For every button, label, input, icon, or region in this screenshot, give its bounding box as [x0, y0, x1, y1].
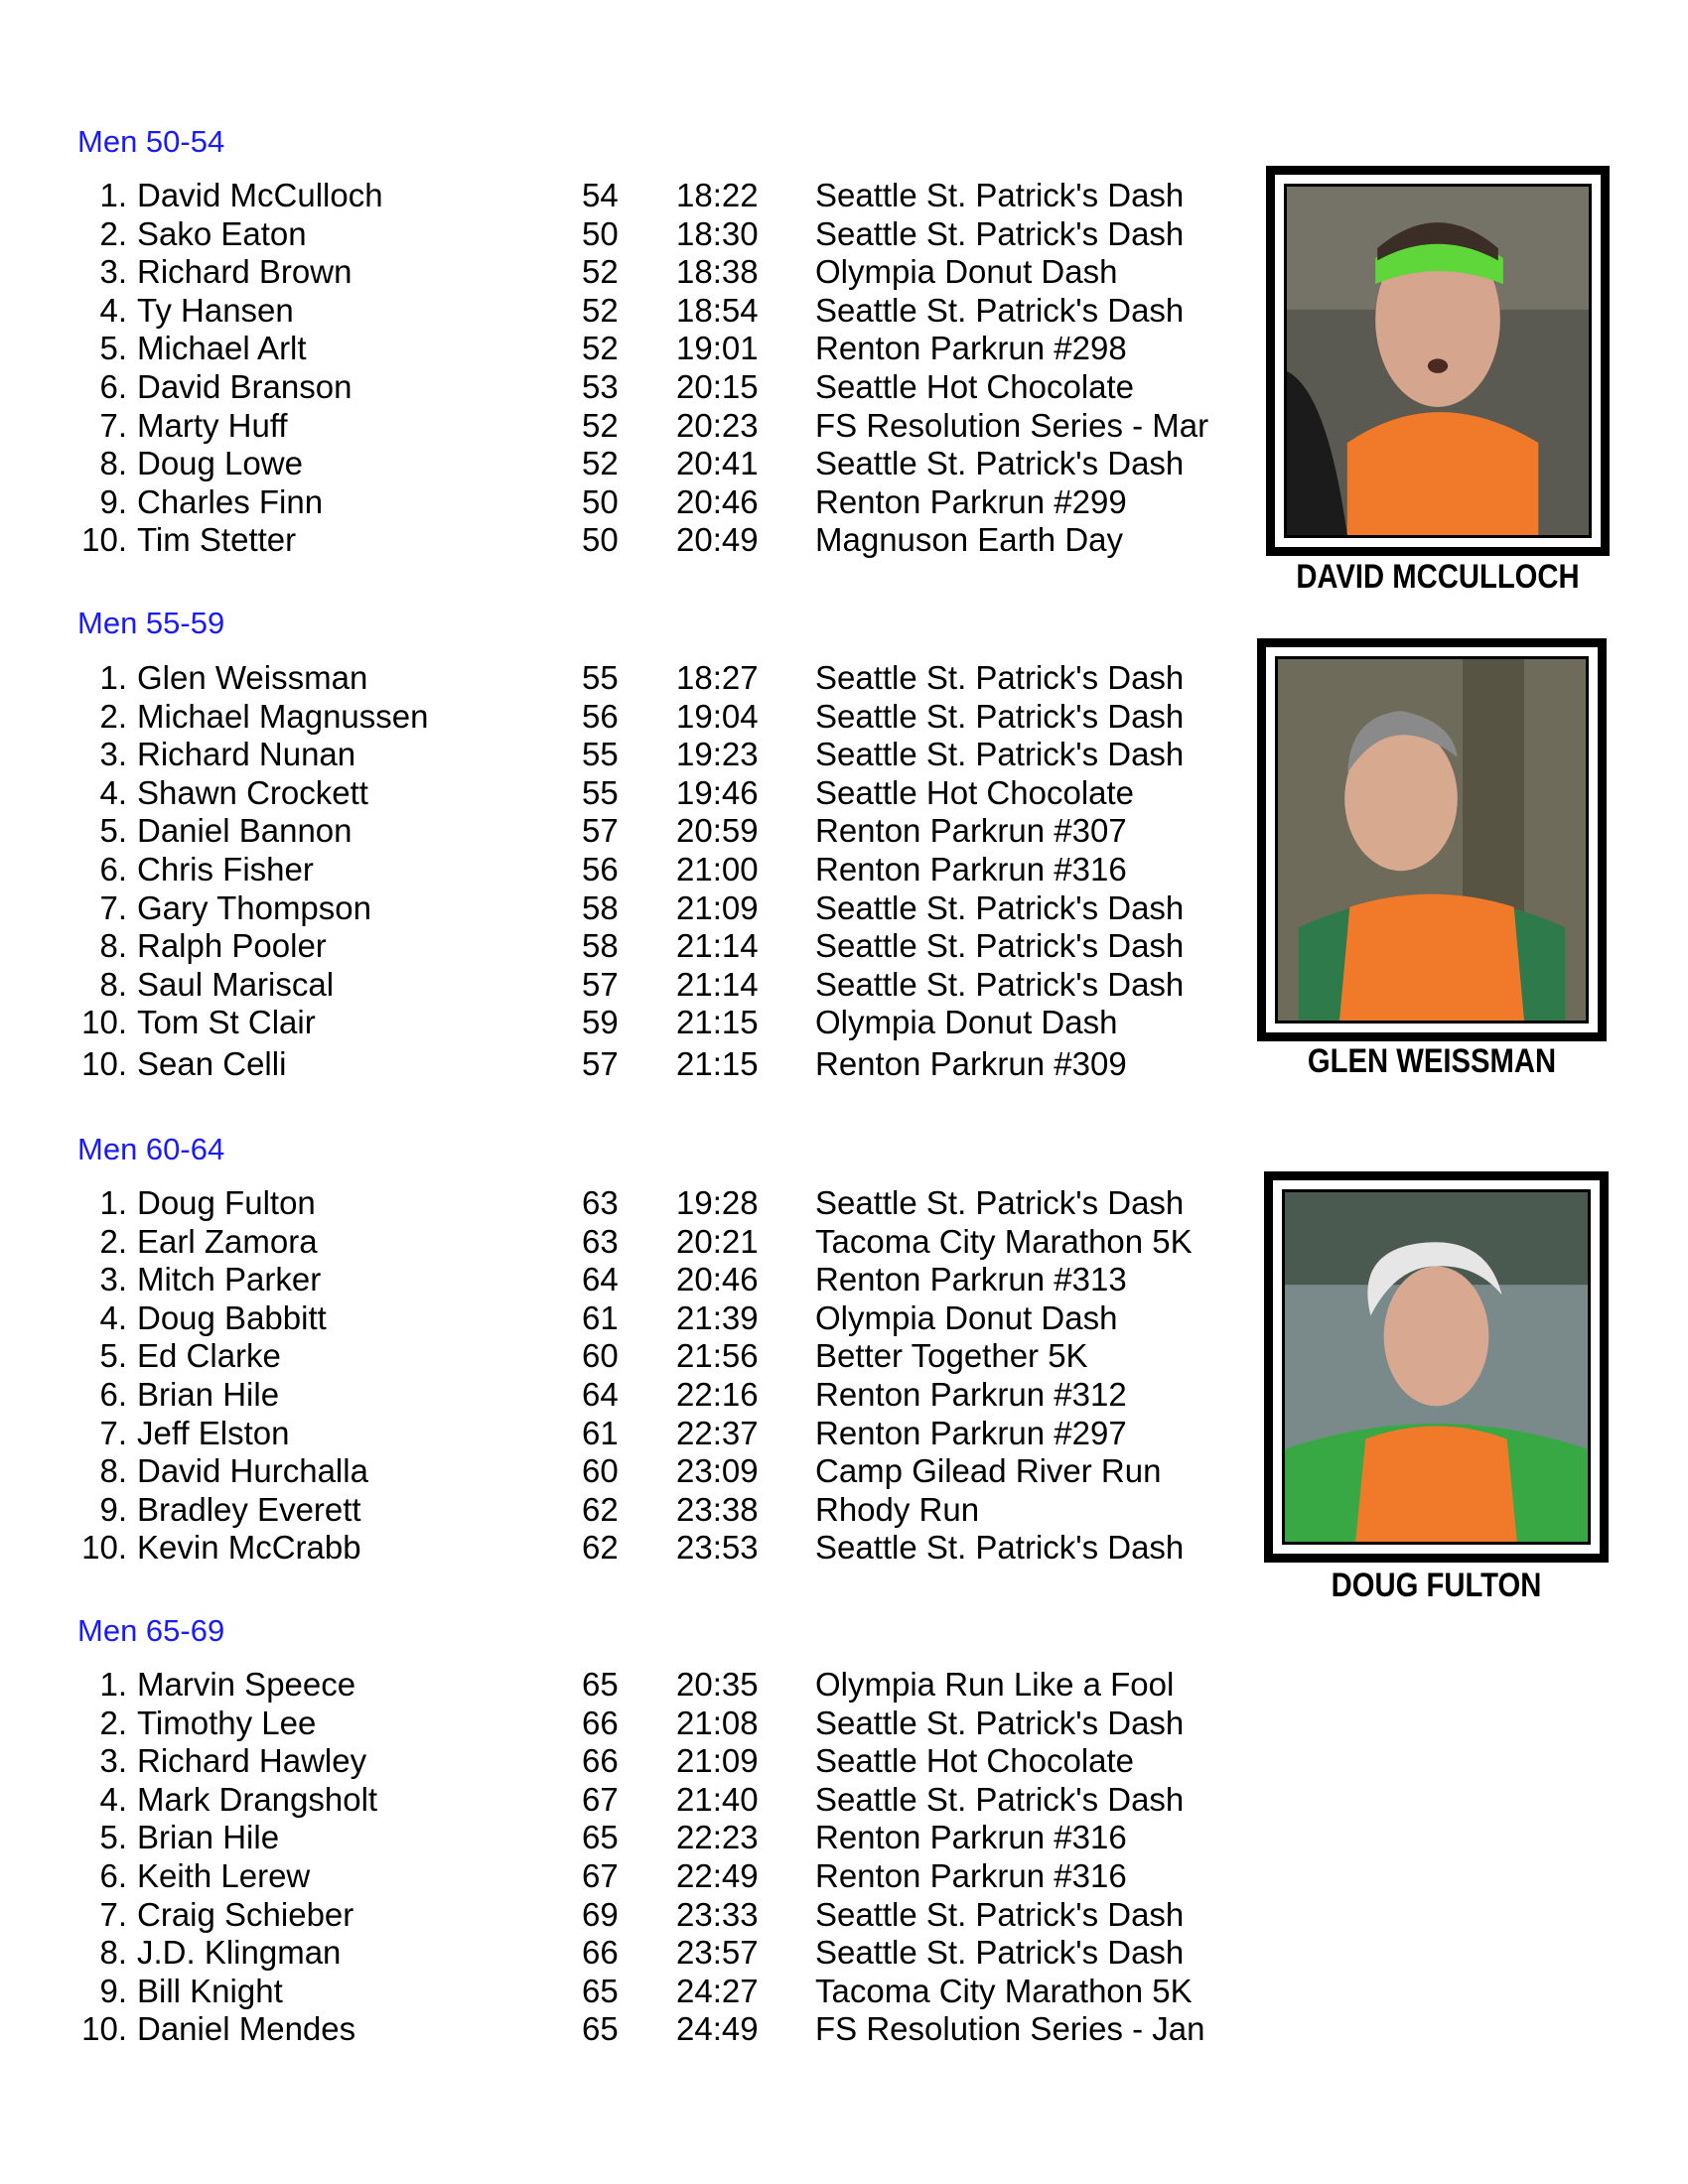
table-row [77, 215, 1219, 255]
photo-image [1282, 1189, 1591, 1545]
cell-rank: 9. [99, 1972, 127, 2009]
table-row [77, 1666, 1219, 1706]
cell-age: 60 [582, 1337, 619, 1375]
cell-age: 65 [582, 2010, 619, 2048]
cell-race: Tacoma City Marathon 5K [815, 1972, 1193, 2009]
cell-race: Renton Parkrun #309 [815, 1045, 1127, 1082]
cell-race: FS Resolution Series - Jan [815, 2010, 1205, 2048]
cell-age: 62 [582, 1529, 619, 1567]
cell-time: 19:23 [676, 736, 759, 773]
cell-time: 18:54 [676, 291, 759, 329]
cell-rank: 10. [81, 1529, 127, 1567]
cell-time: 18:22 [676, 177, 759, 213]
runner-photo [1264, 1171, 1609, 1563]
cell-age: 57 [582, 1045, 619, 1082]
cell-race: Seattle St. Patrick's Dash [815, 659, 1185, 696]
cell-name: Ty Hansen [137, 291, 294, 329]
cell-race: Olympia Donut Dash [815, 253, 1118, 291]
photo-image [1284, 184, 1592, 538]
section-title: Men 65-69 [77, 1613, 225, 1648]
cell-rank: 8. [99, 1934, 127, 1972]
cell-age: 64 [582, 1261, 619, 1298]
cell-time: 24:49 [676, 2010, 759, 2048]
cell-age: 55 [582, 773, 619, 811]
cell-age: 65 [582, 1819, 619, 1856]
table-row [77, 1415, 1219, 1454]
cell-race: Seattle St. Patrick's Dash [815, 1704, 1185, 1741]
table-row [77, 1004, 1219, 1043]
cell-time: 21:15 [676, 1004, 759, 1041]
cell-age: 52 [582, 291, 619, 329]
cell-rank: 9. [99, 1490, 127, 1528]
cell-name: Doug Babbitt [137, 1298, 327, 1336]
cell-race: Seattle Hot Chocolate [815, 773, 1135, 811]
table-row [77, 851, 1219, 890]
cell-rank: 4. [99, 773, 127, 811]
cell-time: 20:46 [676, 482, 759, 520]
cell-race: Seattle St. Patrick's Dash [815, 177, 1185, 213]
table-row [77, 330, 1219, 369]
cell-race: Renton Parkrun #316 [815, 1819, 1127, 1856]
cell-name: Sean Celli [137, 1045, 287, 1082]
cell-age: 67 [582, 1780, 619, 1818]
table-row [77, 368, 1219, 408]
cell-age: 69 [582, 1895, 619, 1933]
cell-age: 56 [582, 697, 619, 735]
cell-age: 62 [582, 1490, 619, 1528]
cell-age: 66 [582, 1934, 619, 1972]
cell-race: Renton Parkrun #313 [815, 1261, 1127, 1298]
table-row [77, 1452, 1219, 1492]
cell-race: Tacoma City Marathon 5K [815, 1222, 1193, 1260]
cell-rank: 10. [81, 1045, 127, 1082]
cell-name: Charles Finn [137, 482, 324, 520]
cell-race: Olympia Donut Dash [815, 1298, 1118, 1336]
cell-age: 66 [582, 1742, 619, 1780]
cell-rank: 2. [99, 1222, 127, 1260]
cell-race: Seattle St. Patrick's Dash [815, 445, 1185, 482]
table-row [77, 1896, 1219, 1936]
cell-time: 20:21 [676, 1222, 759, 1260]
cell-age: 53 [582, 368, 619, 405]
cell-age: 64 [582, 1376, 619, 1413]
cell-rank: 9. [99, 482, 127, 520]
cell-rank: 8. [99, 965, 127, 1003]
table-row [77, 1045, 1219, 1085]
cell-age: 52 [582, 330, 619, 367]
cell-rank: 5. [99, 812, 127, 850]
cell-rank: 1. [99, 659, 127, 696]
cell-time: 21:14 [676, 927, 759, 965]
cell-race: Seattle St. Patrick's Dash [815, 1934, 1185, 1972]
cell-time: 21:09 [676, 1742, 759, 1780]
cell-age: 50 [582, 214, 619, 252]
cell-time: 19:46 [676, 773, 759, 811]
cell-rank: 10. [81, 521, 127, 559]
table-row [77, 253, 1219, 293]
cell-name: Richard Brown [137, 253, 352, 291]
cell-time: 21:15 [676, 1045, 759, 1082]
cell-age: 58 [582, 927, 619, 965]
table-row [77, 1973, 1219, 2012]
cell-rank: 3. [99, 736, 127, 773]
cell-name: Marty Huff [137, 406, 288, 444]
cell-name: Timothy Lee [137, 1704, 317, 1741]
cell-rank: 10. [81, 1004, 127, 1041]
cell-time: 20:35 [676, 1666, 759, 1703]
cell-race: Seattle Hot Chocolate [815, 368, 1135, 405]
cell-rank: 8. [99, 445, 127, 482]
cell-age: 58 [582, 888, 619, 926]
cell-race: Seattle St. Patrick's Dash [815, 1780, 1185, 1818]
section-title: Men 60-64 [77, 1132, 225, 1166]
cell-name: Craig Schieber [137, 1895, 354, 1933]
cell-name: Daniel Bannon [137, 812, 352, 850]
cell-name: Chris Fisher [137, 851, 314, 887]
table-row [77, 177, 1219, 216]
cell-rank: 2. [99, 1704, 127, 1741]
cell-time: 22:37 [676, 1414, 759, 1451]
cell-age: 63 [582, 1184, 619, 1221]
cell-age: 61 [582, 1414, 619, 1451]
cell-race: Seattle St. Patrick's Dash [815, 1184, 1185, 1221]
cell-rank: 7. [99, 406, 127, 444]
table-row [77, 1742, 1219, 1782]
cell-time: 23:38 [676, 1490, 759, 1528]
cell-name: David Hurchalla [137, 1452, 368, 1490]
cell-age: 55 [582, 736, 619, 773]
cell-name: Bradley Everett [137, 1490, 361, 1528]
cell-time: 23:53 [676, 1529, 759, 1567]
cell-rank: 6. [99, 1857, 127, 1894]
table-row [77, 1934, 1219, 1974]
table-row [77, 1184, 1219, 1224]
cell-rank: 5. [99, 1819, 127, 1856]
cell-rank: 6. [99, 851, 127, 887]
table-row [77, 1261, 1219, 1300]
cell-rank: 2. [99, 214, 127, 252]
cell-time: 20:15 [676, 368, 759, 405]
cell-rank: 3. [99, 1261, 127, 1298]
cell-name: Shawn Crockett [137, 773, 368, 811]
cell-age: 60 [582, 1452, 619, 1490]
table-row [77, 1223, 1219, 1263]
cell-time: 23:09 [676, 1452, 759, 1490]
cell-name: Doug Lowe [137, 445, 303, 482]
cell-name: David Branson [137, 368, 352, 405]
cell-name: Brian Hile [137, 1819, 280, 1856]
cell-name: Brian Hile [137, 1376, 280, 1413]
table-row [77, 774, 1219, 814]
cell-race: Rhody Run [815, 1490, 980, 1528]
table-row [77, 521, 1219, 561]
cell-name: Kevin McCrabb [137, 1529, 361, 1567]
cell-time: 21:39 [676, 1298, 759, 1336]
cell-name: J.D. Klingman [137, 1934, 342, 1972]
cell-race: Seattle St. Patrick's Dash [815, 1895, 1185, 1933]
cell-rank: 1. [99, 1184, 127, 1221]
cell-rank: 3. [99, 1742, 127, 1780]
table-row [77, 1337, 1219, 1377]
cell-time: 18:38 [676, 253, 759, 291]
cell-age: 56 [582, 851, 619, 887]
table-row [77, 1376, 1219, 1416]
table-row [77, 1819, 1219, 1858]
cell-time: 21:40 [676, 1780, 759, 1818]
cell-name: Sako Eaton [137, 214, 307, 252]
cell-rank: 7. [99, 1414, 127, 1451]
cell-race: Seattle St. Patrick's Dash [815, 736, 1185, 773]
cell-name: Jeff Elston [137, 1414, 290, 1451]
cell-rank: 6. [99, 368, 127, 405]
cell-rank: 10. [81, 2010, 127, 2048]
cell-race: Renton Parkrun #307 [815, 812, 1127, 850]
cell-age: 57 [582, 965, 619, 1003]
cell-race: Renton Parkrun #316 [815, 1857, 1127, 1894]
table-row [77, 483, 1219, 523]
cell-race: Olympia Donut Dash [815, 1004, 1118, 1041]
cell-age: 61 [582, 1298, 619, 1336]
cell-race: Magnuson Earth Day [815, 521, 1124, 559]
cell-name: Bill Knight [137, 1972, 283, 2009]
cell-name: Mitch Parker [137, 1261, 322, 1298]
table-row [77, 445, 1219, 484]
cell-name: Richard Hawley [137, 1742, 367, 1780]
cell-race: Seattle St. Patrick's Dash [815, 965, 1185, 1003]
cell-age: 52 [582, 253, 619, 291]
cell-race: Seattle St. Patrick's Dash [815, 888, 1185, 926]
table-row [77, 2010, 1219, 2050]
cell-time: 19:28 [676, 1184, 759, 1221]
cell-age: 54 [582, 177, 619, 213]
table-row [77, 1529, 1219, 1569]
cell-rank: 4. [99, 1298, 127, 1336]
cell-time: 21:14 [676, 965, 759, 1003]
cell-name: Glen Weissman [137, 659, 368, 696]
cell-rank: 2. [99, 697, 127, 735]
table-row [77, 698, 1219, 738]
cell-name: Ed Clarke [137, 1337, 281, 1375]
table-row [77, 1781, 1219, 1821]
cell-race: Camp Gilead River Run [815, 1452, 1162, 1490]
cell-rank: 3. [99, 253, 127, 291]
photo-caption: GLEN WEISSMAN [1307, 1042, 1557, 1080]
cell-rank: 4. [99, 1780, 127, 1818]
cell-rank: 8. [99, 1452, 127, 1490]
cell-age: 65 [582, 1972, 619, 2009]
cell-race: Renton Parkrun #299 [815, 482, 1127, 520]
cell-age: 59 [582, 1004, 619, 1041]
cell-name: Tom St Clair [137, 1004, 316, 1041]
table-row [77, 1299, 1219, 1339]
cell-rank: 5. [99, 330, 127, 367]
cell-rank: 7. [99, 888, 127, 926]
table-row [77, 407, 1219, 447]
photo-caption: DOUG FULTON [1331, 1567, 1542, 1604]
cell-time: 18:30 [676, 214, 759, 252]
table-row [77, 1857, 1219, 1897]
cell-race: Renton Parkrun #297 [815, 1414, 1127, 1451]
table-row [77, 966, 1219, 1006]
table-row [77, 292, 1219, 332]
cell-race: Seattle St. Patrick's Dash [815, 927, 1185, 965]
cell-race: Seattle Hot Chocolate [815, 1742, 1135, 1780]
cell-name: Mark Drangsholt [137, 1780, 378, 1818]
cell-race: Seattle St. Patrick's Dash [815, 697, 1185, 735]
cell-time: 23:57 [676, 1934, 759, 1972]
cell-time: 22:49 [676, 1857, 759, 1894]
table-row [77, 927, 1219, 967]
cell-race: Better Together 5K [815, 1337, 1088, 1375]
section-title: Men 50-54 [77, 124, 225, 159]
cell-time: 20:46 [676, 1261, 759, 1298]
cell-age: 67 [582, 1857, 619, 1894]
cell-age: 52 [582, 406, 619, 444]
cell-name: Tim Stetter [137, 521, 297, 559]
table-row [77, 736, 1219, 775]
cell-age: 55 [582, 659, 619, 696]
cell-time: 23:33 [676, 1895, 759, 1933]
section-title: Men 55-59 [77, 606, 225, 640]
cell-rank: 6. [99, 1376, 127, 1413]
cell-race: Renton Parkrun #316 [815, 851, 1127, 887]
cell-race: Renton Parkrun #312 [815, 1376, 1127, 1413]
cell-race: Seattle St. Patrick's Dash [815, 291, 1185, 329]
cell-time: 21:08 [676, 1704, 759, 1741]
cell-time: 20:41 [676, 445, 759, 482]
cell-time: 18:27 [676, 659, 759, 696]
cell-time: 19:04 [676, 697, 759, 735]
cell-rank: 4. [99, 291, 127, 329]
cell-time: 20:59 [676, 812, 759, 850]
cell-time: 20:49 [676, 521, 759, 559]
cell-rank: 5. [99, 1337, 127, 1375]
cell-time: 19:01 [676, 330, 759, 367]
cell-rank: 1. [99, 1666, 127, 1703]
cell-race: FS Resolution Series - Mar [815, 406, 1209, 444]
cell-age: 63 [582, 1222, 619, 1260]
photo-image [1275, 656, 1589, 1024]
cell-age: 57 [582, 812, 619, 850]
cell-name: Saul Mariscal [137, 965, 335, 1003]
cell-time: 21:09 [676, 888, 759, 926]
cell-age: 50 [582, 482, 619, 520]
runner-photo [1266, 166, 1610, 556]
cell-rank: 1. [99, 177, 127, 213]
cell-rank: 8. [99, 927, 127, 965]
cell-name: Doug Fulton [137, 1184, 316, 1221]
cell-age: 52 [582, 445, 619, 482]
table-row [77, 659, 1219, 699]
cell-race: Seattle St. Patrick's Dash [815, 1529, 1185, 1567]
cell-name: Ralph Pooler [137, 927, 327, 965]
cell-time: 21:00 [676, 851, 759, 887]
cell-time: 22:23 [676, 1819, 759, 1856]
cell-time: 22:16 [676, 1376, 759, 1413]
cell-age: 65 [582, 1666, 619, 1703]
cell-race: Renton Parkrun #298 [815, 330, 1127, 367]
cell-name: Daniel Mendes [137, 2010, 356, 2048]
table-row [77, 1491, 1219, 1531]
cell-age: 50 [582, 521, 619, 559]
table-row [77, 1705, 1219, 1744]
cell-name: Michael Magnussen [137, 697, 429, 735]
cell-rank: 7. [99, 1895, 127, 1933]
cell-time: 20:23 [676, 406, 759, 444]
photo-caption: DAVID MCCULLOCH [1296, 558, 1580, 596]
runner-photo [1257, 638, 1607, 1041]
cell-age: 66 [582, 1704, 619, 1741]
cell-time: 21:56 [676, 1337, 759, 1375]
cell-name: Michael Arlt [137, 330, 307, 367]
table-row [77, 812, 1219, 852]
cell-race: Olympia Run Like a Fool [815, 1666, 1175, 1703]
cell-name: Marvin Speece [137, 1666, 356, 1703]
cell-name: Gary Thompson [137, 888, 371, 926]
cell-name: Richard Nunan [137, 736, 356, 773]
cell-name: Keith Lerew [137, 1857, 311, 1894]
cell-name: Earl Zamora [137, 1222, 318, 1260]
table-row [77, 889, 1219, 929]
cell-race: Seattle St. Patrick's Dash [815, 214, 1185, 252]
cell-time: 24:27 [676, 1972, 759, 2009]
cell-name: David McCulloch [137, 177, 383, 213]
